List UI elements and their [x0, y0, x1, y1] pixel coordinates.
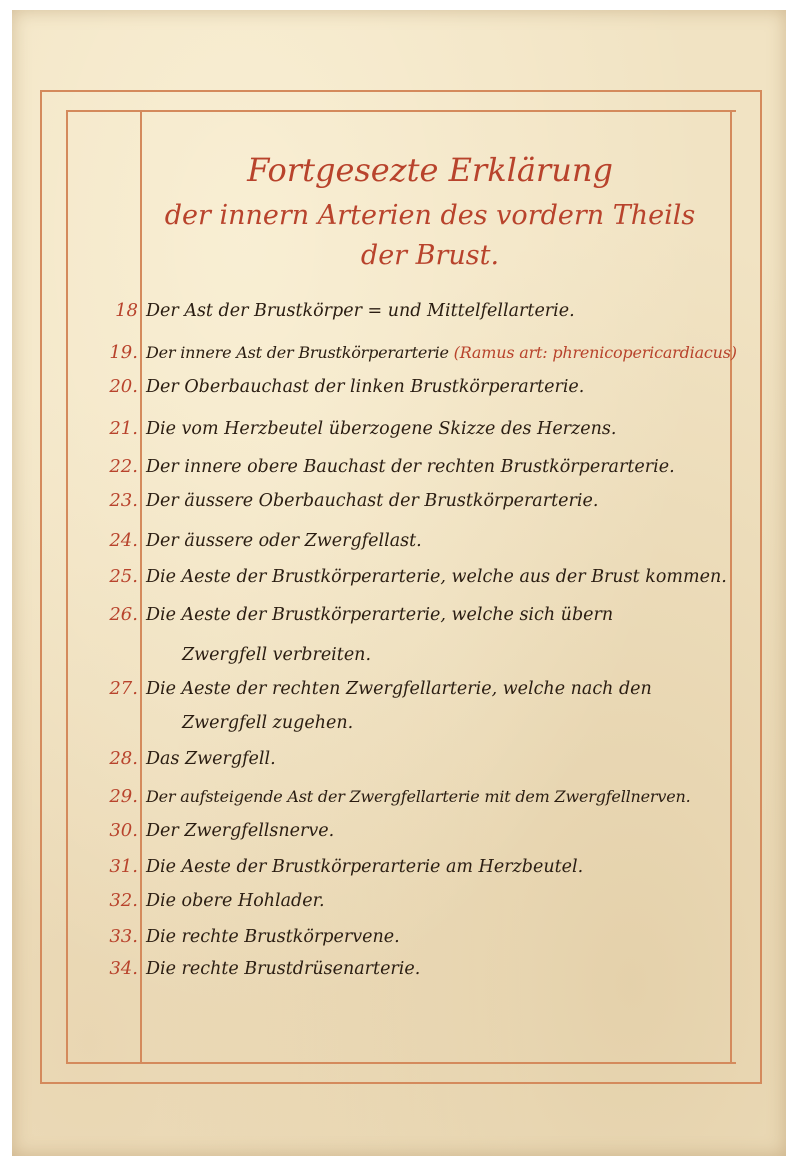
- item-text: Die rechte Brustdrüsenarterie.: [146, 959, 421, 979]
- list-item: [0, 744, 800, 776]
- item-number: 26.: [109, 604, 138, 625]
- item-number: 27.: [109, 678, 138, 699]
- item-number: 30.: [109, 820, 138, 841]
- title-line-2: der innern Arterien des vordern Theils: [164, 200, 696, 231]
- list-item-continuation: [0, 708, 800, 740]
- item-number: 28.: [109, 748, 138, 769]
- item-text: Die Aeste der rechten Zwergfellarterie, welche nach den: [146, 679, 652, 699]
- item-number: 34.: [109, 958, 138, 979]
- latin-term: (Ramus art: phrenicopericardiacus): [453, 343, 737, 362]
- item-number: 23.: [109, 490, 138, 511]
- list-item: [0, 886, 800, 918]
- item-text-with-latin: [146, 338, 737, 368]
- title-line-3: der Brust.: [360, 240, 500, 271]
- item-text: Der Oberbauchast der linken Brustkörperarterie.: [146, 377, 585, 397]
- item-number: 29.: [109, 786, 138, 807]
- list-item: [0, 296, 800, 328]
- item-text-continuation: Zwergfell zugehen.: [182, 713, 354, 733]
- list-item: [0, 852, 800, 884]
- list-item: [0, 782, 800, 814]
- item-number: 18: [115, 300, 138, 321]
- item-text: Die rechte Brustkörpervene.: [146, 927, 400, 947]
- item-text: Die Aeste der Brustkörperarterie, welche aus der Brust kommen.: [146, 567, 727, 587]
- item-text: Die Aeste der Brustkörperarterie am Herzbeutel.: [146, 857, 584, 877]
- list-item: [0, 338, 800, 370]
- frame-rule-top-outer: [40, 90, 762, 92]
- frame-rule-top-inner: [66, 110, 736, 112]
- item-text-continuation: Zwergfell verbreiten.: [182, 645, 372, 665]
- item-number: 33.: [109, 926, 138, 947]
- list-item: [0, 816, 800, 848]
- list-item: [0, 954, 800, 986]
- list-item: [0, 526, 800, 558]
- item-text: Der aufsteigende Ast der Zwergfellarterie mit dem Zwergfellnerven.: [146, 787, 691, 806]
- item-text: Der äussere Oberbauchast der Brustkörperarterie.: [146, 491, 599, 511]
- list-item: [0, 674, 800, 706]
- item-text: Der Zwergfellsnerve.: [146, 821, 335, 841]
- list-item: [0, 562, 800, 594]
- list-item: [0, 372, 800, 404]
- item-number: 21.: [109, 418, 138, 439]
- item-number: 20.: [109, 376, 138, 397]
- item-number: 24.: [109, 530, 138, 551]
- item-text: Die Aeste der Brustkörperarterie, welche sich übern: [146, 605, 614, 625]
- item-number: 31.: [109, 856, 138, 877]
- item-text: Der innere obere Bauchast der rechten Brustkörperarterie.: [146, 457, 675, 477]
- item-number: 32.: [109, 890, 138, 911]
- frame-rule-bottom-outer: [40, 1082, 762, 1084]
- title-line-1: Fortgesezte Erklärung: [247, 151, 613, 189]
- list-item: [0, 452, 800, 484]
- item-text: Die vom Herzbeutel überzogene Skizze des Herzens.: [146, 419, 617, 439]
- list-item: [0, 922, 800, 954]
- list-item: [0, 414, 800, 446]
- item-text: Die obere Hohlader.: [146, 891, 325, 911]
- frame-rule-bottom-inner: [66, 1062, 736, 1064]
- item-number: 22.: [109, 456, 138, 477]
- list-item: [0, 486, 800, 518]
- list-item-continuation: [0, 640, 800, 672]
- item-text: Der äussere oder Zwergfellast.: [146, 531, 422, 551]
- item-text: Der innere Ast der Brustkörperarterie: [146, 343, 449, 362]
- item-text: Das Zwergfell.: [146, 749, 276, 769]
- item-number: 19.: [109, 342, 138, 363]
- list-item: [0, 600, 800, 632]
- item-number: 25.: [109, 566, 138, 587]
- item-text: Der Ast der Brustkörper = und Mittelfellarterie.: [146, 301, 575, 321]
